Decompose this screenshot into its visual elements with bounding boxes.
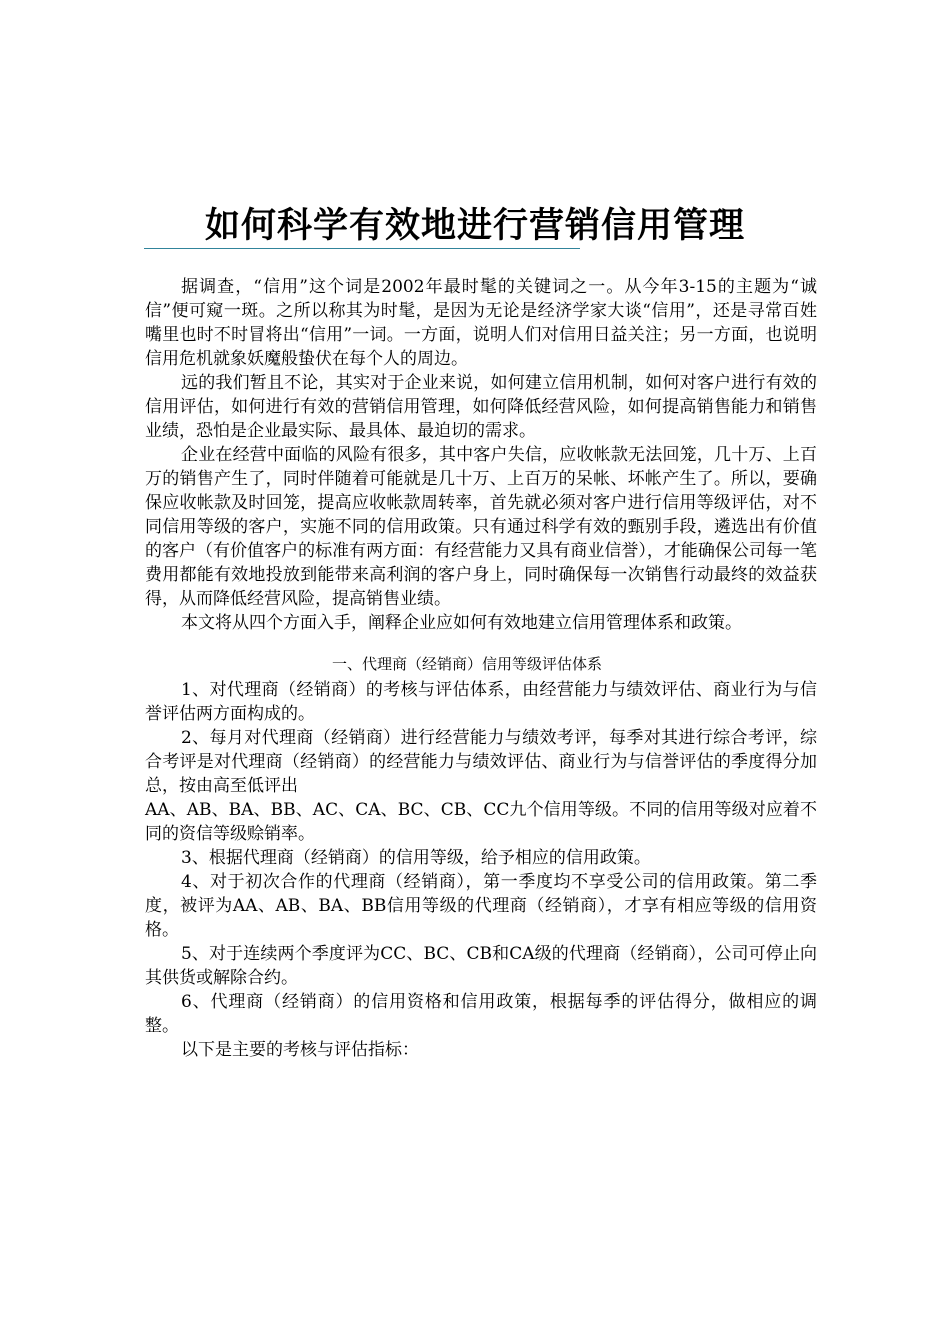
intro-paragraph: 据调查，“信用”这个词是2002年最时髦的关键词之一。从今年3-15的主题为“诚信”便可窥一斑。之所以称其为时髦，是因为无论是经济学家大谈“信用”，还是寻常百姓嘴里也时不时冒将出“信用”一词。一方面，说明人们对信用日益关注；另一方面，也说明信用危机就象妖魔般蛰伏在每个人的周边。 bbox=[145, 277, 817, 369]
section-item: 6、代理商（经销商）的信用资格和信用政策，根据每季的评估得分，做相应的调整。 bbox=[145, 992, 817, 1036]
section-item: 5、对于连续两个季度评为CC、BC、CB和CA级的代理商（经销商），公司可停止向其供货或解除合约。 bbox=[145, 944, 817, 988]
document-title: 如何科学有效地进行营销信用管理 bbox=[204, 205, 745, 246]
document-body bbox=[145, 275, 817, 1062]
section-heading: 一、代理商（经销商）信用等级评估体系 bbox=[331, 655, 602, 673]
section-item: 以下是主要的考核与评估指标： bbox=[181, 1040, 419, 1060]
section-item: 4、对于初次合作的代理商（经销商），第一季度均不享受公司的信用政策。第二季度，被评为AA、AB、BA、BB信用等级的代理商（经销商），才享有相应等级的信用资格。 bbox=[145, 872, 817, 940]
section-item: 3、根据代理商（经销商）的信用等级，给予相应的信用政策。 bbox=[181, 848, 651, 868]
title-underline bbox=[144, 248, 580, 249]
intro-paragraph: 企业在经营中面临的风险有很多，其中客户失信，应收帐款无法回笼，几十万、上百万的销售产生了，同时伴随着可能就是几十万、上百万的呆帐、坏帐产生了。所以，要确保应收帐款及时回笼，提高应收帐款周转率，首先就必须对客户进行信用等级评估，对不同信用等级的客户，实施不同的信用政策。只有通过科学有效的甄别手段，遴选出有价值的客户（有价值客户的标准有两方面：有经营能力又具有商业信誉），才能确保公司每一笔费用都能有效地投放到能带来高利润的客户身上，同时确保每一次销售行动最终的效益获得，从而降低经营风险，提高销售业绩。 bbox=[145, 445, 817, 609]
section-item: 1、对代理商（经销商）的考核与评估体系，由经营能力与绩效评估、商业行为与信誉评估两方面构成的。 bbox=[145, 680, 817, 724]
section-item: 2、每月对代理商（经销商）进行经营能力与绩效考评，每季对其进行综合考评，综合考评是对代理商（经销商）的经营能力与绩效评估、商业行为与信誉评估的季度得分加总，按由高至低评出 bbox=[145, 728, 817, 796]
section-item-continuation: AA、AB、BA、BB、AC、CA、BC、CB、CC九个信用等级。不同的信用等级对应着不同的资信等级赊销率。 bbox=[145, 800, 817, 844]
intro-paragraph: 本文将从四个方面入手，阐释企业应如何有效地建立信用管理体系和政策。 bbox=[181, 613, 742, 633]
intro-paragraph: 远的我们暂且不论，其实对于企业来说，如何建立信用机制，如何对客户进行有效的信用评估，如何进行有效的营销信用管理，如何降低经营风险，如何提高销售能力和销售业绩，恐怕是企业最实际、最具体、最迫切的需求。 bbox=[145, 373, 817, 441]
